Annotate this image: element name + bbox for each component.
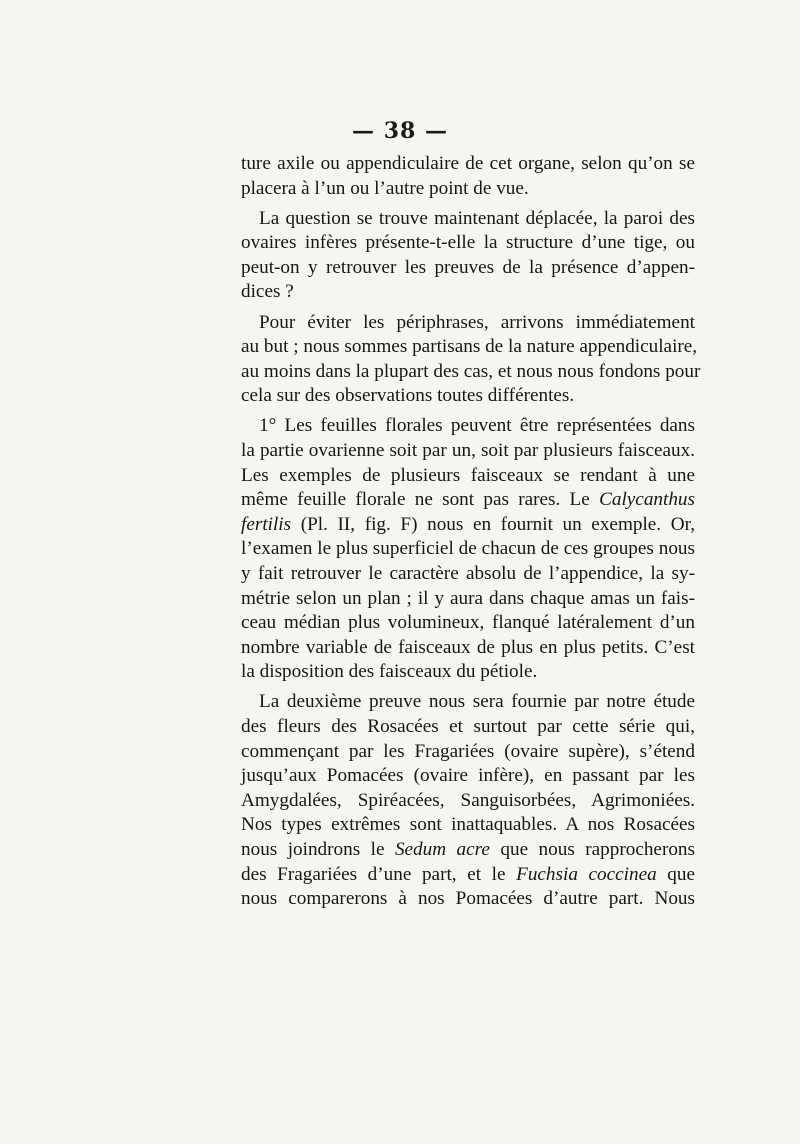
text-line xyxy=(241,863,695,888)
paragraph-4 xyxy=(241,414,695,685)
text-line: l’examen le plus superficiel de chacun de ces groupes nous xyxy=(241,538,695,560)
text-line: métrie selon un plan ; il y aura dans chaque amas un fais- xyxy=(241,587,695,609)
italic-species-name: Calycanthus xyxy=(599,489,695,511)
text-line: cela sur des observations toutes différentes. xyxy=(241,385,575,407)
text-segment: nous joindrons le xyxy=(241,839,395,861)
text-line xyxy=(241,513,695,538)
text-line: ceau médian plus volumineux, flanqué latéralement d’un xyxy=(241,612,695,634)
italic-species-name: fertilis xyxy=(241,513,292,535)
text-segment: même feuille florale ne sont pas rares. Le xyxy=(241,489,600,511)
paragraph-3 xyxy=(241,311,701,409)
paragraph-5 xyxy=(241,690,695,911)
text-line: ovaires infères présente-t-elle la structure d’une tige, ou xyxy=(241,232,695,254)
page-number: — 38 — xyxy=(352,118,448,144)
text-segment: (Pl. II, fig. F) nous en fournit un exemple. Or, xyxy=(291,513,695,535)
text-line: 1° Les feuilles florales peuvent être représentées dans xyxy=(259,415,695,437)
text-segment: que xyxy=(656,863,695,885)
text-line: Nos types extrêmes sont inattaquables. A nos Rosacées xyxy=(241,814,695,836)
text-line: des fleurs des Rosacées et surtout par cette série qui, xyxy=(241,716,695,738)
text-line: commençant par les Fragariées (ovaire supère), s’étend xyxy=(241,740,695,762)
text-line xyxy=(241,488,695,513)
text-line: jusqu’aux Pomacées (ovaire infère), en passant par les xyxy=(241,765,695,787)
text-line: Les exemples de plusieurs faisceaux se rendant à une xyxy=(241,464,695,486)
body-text xyxy=(241,152,701,912)
text-line: la disposition des faisceaux du pétiole. xyxy=(241,661,538,683)
text-segment: que nous rapprocherons xyxy=(489,839,695,861)
text-line: Amygdalées, Spiréacées, Sanguisorbées, Agrimoniées. xyxy=(241,789,695,811)
text-line: au but ; nous sommes partisans de la nature appendiculaire, xyxy=(241,336,698,358)
italic-species-name: Fuchsia coccinea xyxy=(516,863,657,885)
text-line: dices ? xyxy=(241,281,294,303)
italic-species-name: Sedum acre xyxy=(394,839,490,861)
text-line: La deuxième preuve nous sera fournie par notre étude xyxy=(259,691,695,713)
text-segment: des Fragariées d’une part, et le xyxy=(241,863,517,885)
text-line: ture axile ou appendiculaire de cet organe, selon qu’on se xyxy=(241,153,695,174)
text-line: nous comparerons à nos Pomacées d’autre part. Nous xyxy=(241,888,695,910)
text-line: nombre variable de faisceaux de plus en plus petits. C’est xyxy=(241,636,695,658)
paragraph-2 xyxy=(241,207,695,305)
text-line: Pour éviter les périphrases, arrivons immédiatement xyxy=(259,311,695,333)
text-line xyxy=(241,838,695,863)
text-line: au moins dans la plupart des cas, et nous nous fondons pour xyxy=(241,360,701,382)
text-line: la partie ovarienne soit par un, soit par plusieurs faisceaux. xyxy=(241,440,695,462)
text-line: y fait retrouver le caractère absolu de l’appendice, la sy- xyxy=(241,563,695,584)
text-line: La question se trouve maintenant déplacée, la paroi des xyxy=(259,207,695,229)
paragraph-1 xyxy=(241,152,695,201)
text-line: peut-on y retrouver les preuves de la présence d’appen- xyxy=(241,256,695,278)
text-line: placera à l’un ou l’autre point de vue. xyxy=(241,177,529,199)
